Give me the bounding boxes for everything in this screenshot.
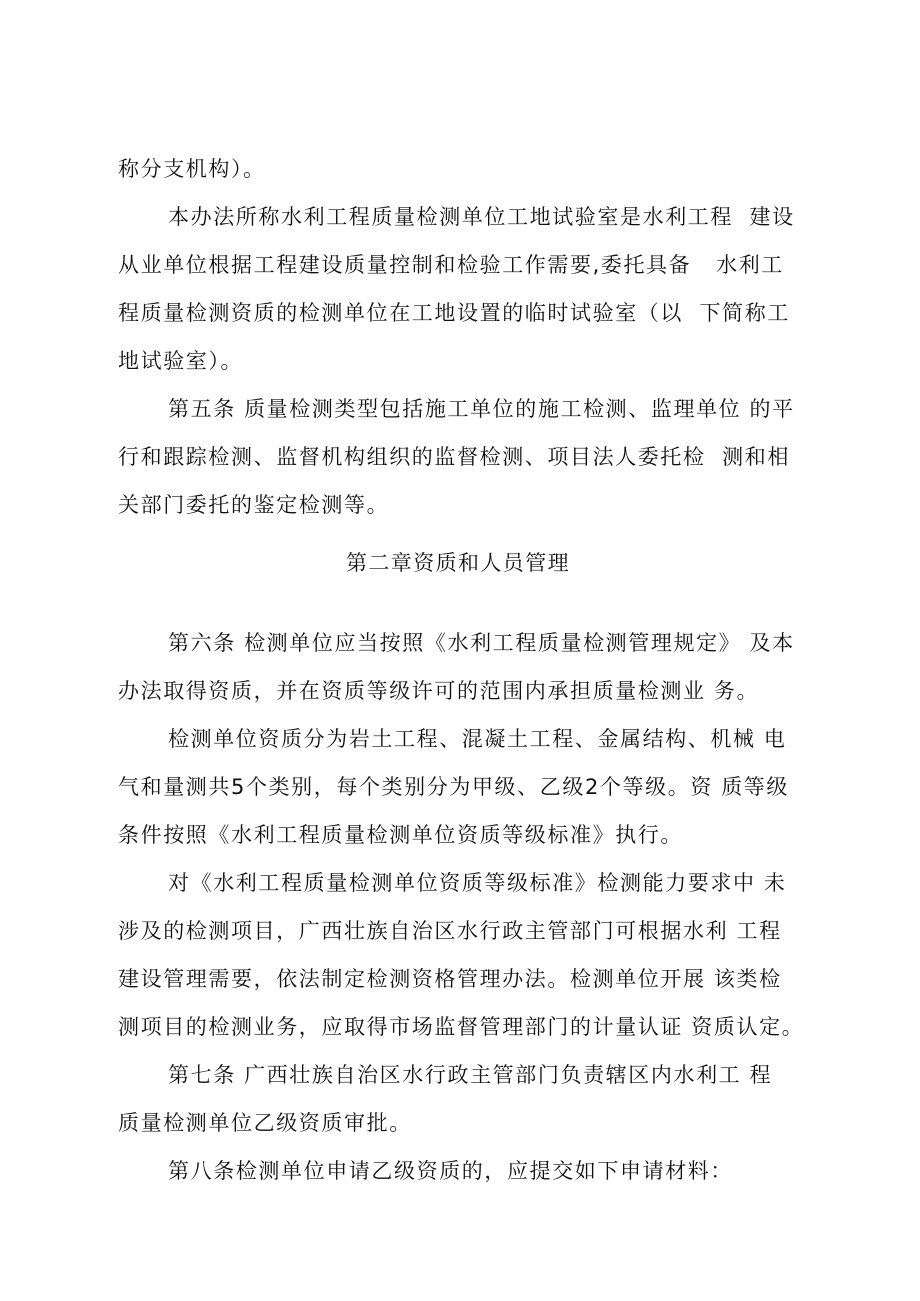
text-line: 检测单位资质分为岩土工程、混凝土工程、金属结构、机械 电 bbox=[168, 727, 787, 751]
text-line: 测项目的检测业务，应取得市场监督管理部门的计量认证 资质认定。 bbox=[118, 1015, 805, 1039]
text-line: 第七条 广西壮族自治区水行政主管部门负责辖区内水利工 程 bbox=[168, 1063, 773, 1087]
text-line: 地试验室）。 bbox=[118, 349, 244, 373]
text-line: 行和跟踪检测、监督机构组织的监督检测、项目法人委托检 测和相 bbox=[118, 445, 790, 469]
text-line: 涉及的检测项目，广西壮族自治区水行政主管部门可根据水利 工程 bbox=[118, 919, 782, 943]
text-line: 称分支机构）。 bbox=[118, 157, 266, 181]
text-line: 第六条 检测单位应当按照《水利工程质量检测管理规定》 及本 bbox=[168, 631, 795, 655]
text-line: 第五条 质量检测类型包括施工单位的施工检测、监理单位 的平 bbox=[168, 397, 795, 421]
text-line: 第八条检测单位申请乙级资质的，应提交如下申请材料： bbox=[168, 1159, 733, 1183]
text-line: 关部门委托的鉴定检测等。 bbox=[118, 493, 390, 517]
text-line: 办法取得资质，并在资质等级许可的范围内承担质量检测业 务。 bbox=[118, 679, 760, 703]
text-line: 对《水利工程质量检测单位资质等级标准》检测能力要求中 未 bbox=[168, 871, 787, 895]
text-line: 条件按照《水利工程质量检测单位资质等级标准》执行。 bbox=[118, 823, 683, 847]
text-line: 气和量测共5个类别，每个类别分为甲级、乙级2个等级。资 质等级 bbox=[118, 775, 789, 799]
text-line: 本办法所称水利工程质量检测单位工地试验室是水利工程 建设 bbox=[168, 205, 795, 229]
text-line: 程质量检测资质的检测单位在工地设置的临时试验室（以 下简称工 bbox=[118, 301, 790, 325]
text-line: 从业单位根据工程建设质量控制和检验工作需要,委托具备 水利工 bbox=[118, 253, 784, 277]
text-line: 质量检测单位乙级资质审批。 bbox=[118, 1111, 412, 1135]
text-line: 建设管理需要，依法制定检测资格管理办法。检测单位开展 该类检 bbox=[118, 967, 782, 991]
chapter-title: 第二章资质和人员管理 bbox=[346, 551, 570, 575]
